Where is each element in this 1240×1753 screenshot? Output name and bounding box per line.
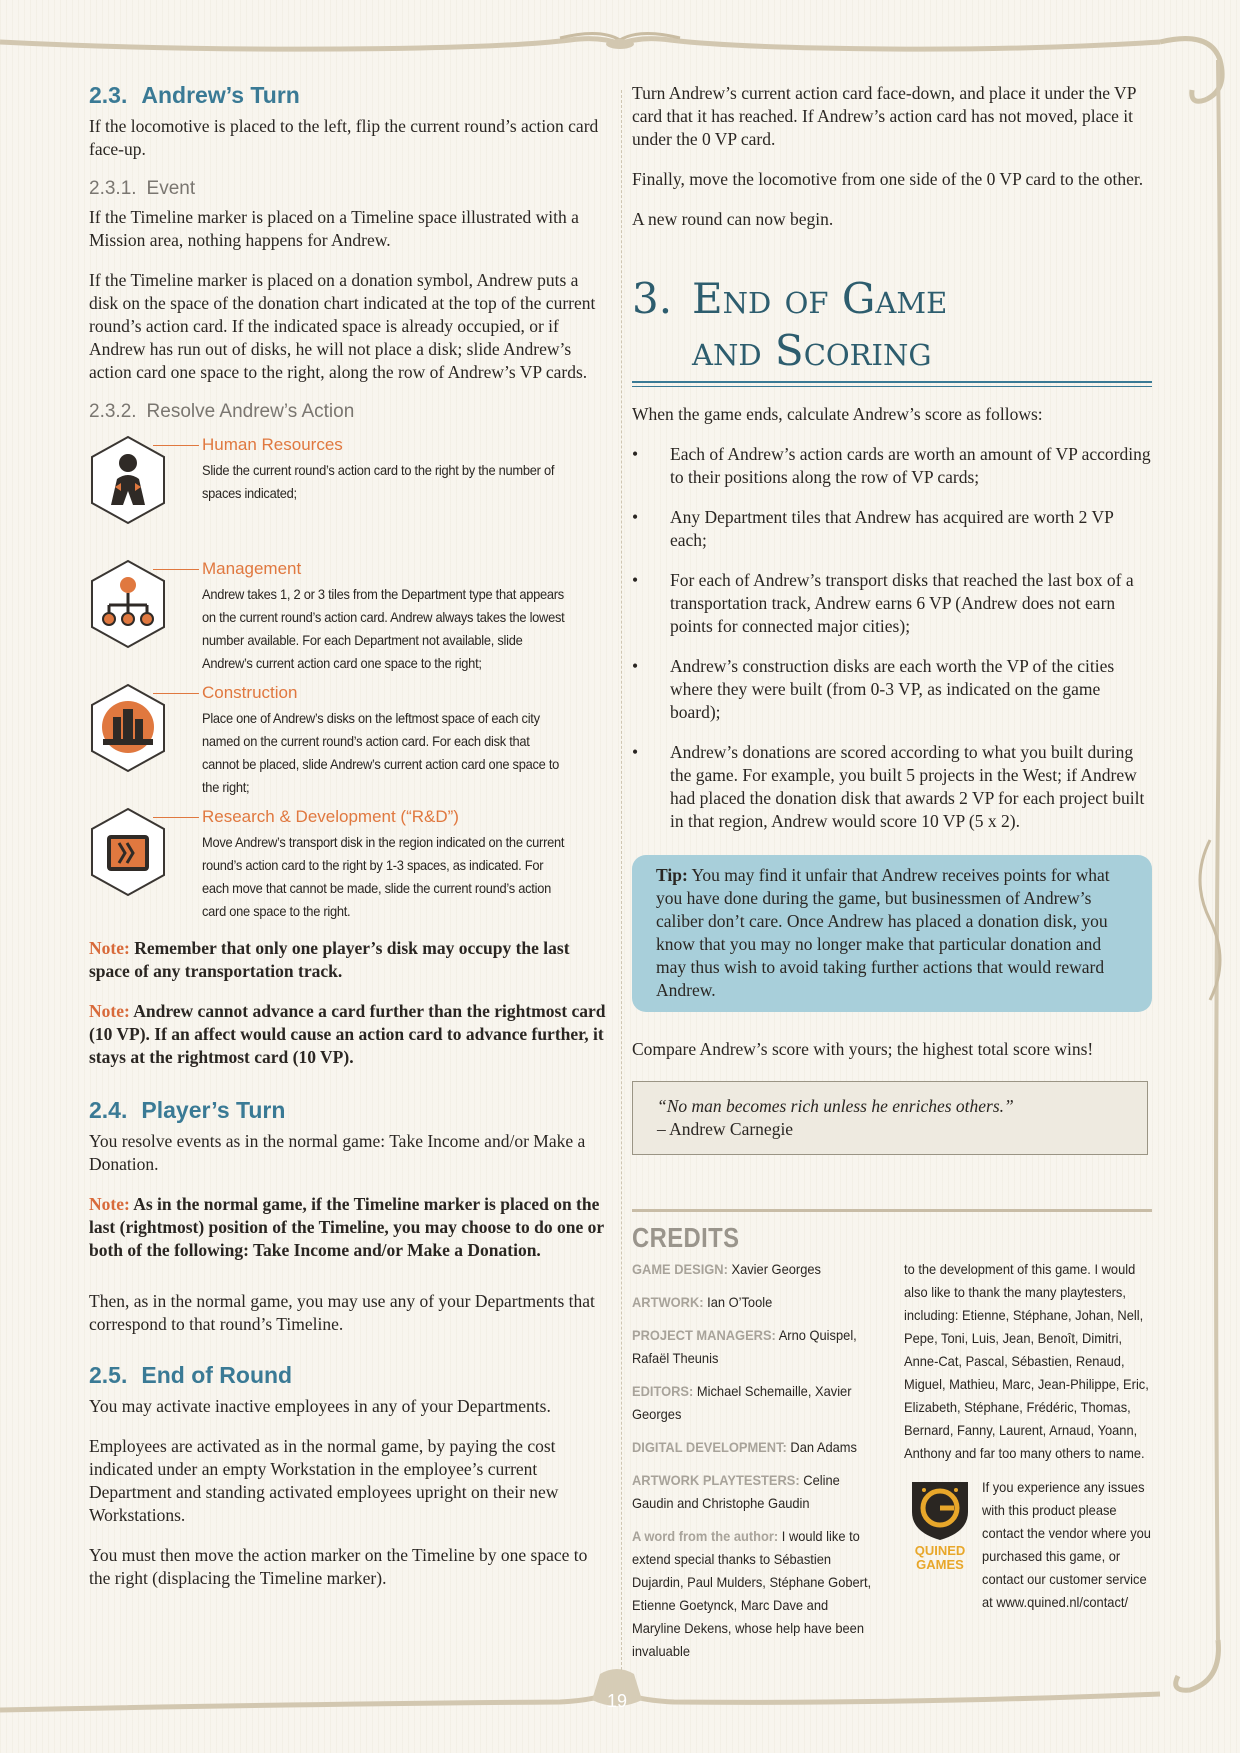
note-text: Remember that only one player’s disk may occupy the last space of any transportation track. <box>89 938 570 981</box>
human-resources-icon <box>89 435 167 525</box>
right-border-ornament <box>1150 0 1240 1753</box>
quote-text: “No man becomes rich unless he enriches others.” <box>657 1096 1014 1116</box>
credit-item <box>632 1380 876 1426</box>
leader-line <box>153 569 199 570</box>
credit-label: PROJECT MANAGERS: <box>632 1327 776 1343</box>
credit-label: A word from the author: <box>632 1528 779 1544</box>
paragraph: You may activate inactive employees in any of your Departments. <box>89 1396 551 1416</box>
subsection-title: Event <box>146 178 196 199</box>
action-research-development <box>89 807 611 937</box>
leader-line <box>153 693 199 694</box>
note-label: Note: <box>89 1001 130 1021</box>
leader-line <box>153 817 199 818</box>
leader-line <box>153 445 199 446</box>
action-title: Construction <box>202 683 298 702</box>
action-description: Andrew takes 1, 2 or 3 tiles from the Department type that appears on the current round’s action card. Andrew always takes the lowest number available. For each Department not available, slide Andrew’s current action card one space to the right; <box>202 586 565 671</box>
research-development-icon <box>89 807 167 897</box>
action-management <box>89 559 611 683</box>
logo-text-line: GAMES <box>916 1557 964 1572</box>
subsection-heading-2-3-2 <box>89 401 611 423</box>
subsection-heading-2-3-1 <box>89 178 611 200</box>
section-heading-2-3 <box>89 82 611 109</box>
list-item: • For each of Andrew’s transport disks that reached the last box of a transportation track, Andrew earns 6 VP (Andrew does not earn points for connected major cities); <box>632 569 1152 638</box>
credit-item <box>632 1525 876 1663</box>
action-construction <box>89 683 611 807</box>
contact-info: If you experience any issues with this product please contact the vendor where you purchased this game, or contact our customer service at www.quined.nl/contact/ <box>982 1479 1151 1610</box>
section-number: 2.5. <box>89 1362 128 1388</box>
section-number: 2.4. <box>89 1097 128 1123</box>
credit-item <box>632 1436 876 1459</box>
note <box>89 937 611 983</box>
action-description: Move Andrew’s transport disk in the region indicated on the current round’s action card to the right by 1-3 spaces, as indicated. For each move that cannot be made, slide the current round’s action card one space to the right. <box>202 834 565 919</box>
credit-value: Arno Quispel, Rafaël Theunis <box>632 1327 857 1366</box>
credits-left <box>632 1258 876 1673</box>
note-label: Note: <box>89 1194 130 1214</box>
management-icon <box>89 559 167 649</box>
note <box>89 1000 611 1069</box>
right-column <box>632 82 1152 1678</box>
action-description: Place one of Andrew’s disks on the leftmost space of each city named on the current round’s action card. For each disk that cannot be placed, slide Andrew’s current action card one space to the right; <box>202 710 560 795</box>
credits-continuation: to the development of this game. I would also like to thank the many playtesters, including: Etienne, Stéphane, Johan, Nell, Pepe, Toni, Luis, Jean, Benoît, Dimitri, Anne-Cat, Pascal, Sébastien, Renaud, Miguel, Mathieu, Marc, Jean-Philippe, Eric, Elizabeth, Stéphane, Frédéric, Thomas, Bernard, Fanny, Laurent, Arnaud, Yoann, Anthony and far too many others to name. <box>904 1261 1149 1461</box>
column-divider <box>621 90 622 1670</box>
note-text: As in the normal game, if the Timeline marker is placed on the last (rightmost) position of the Timeline, you may choose to do one or both of the following: Take Income and/or Make a Donation. <box>89 1194 604 1260</box>
action-description: Slide the current round’s action card to the right by the number of spaces indicated; <box>202 462 555 501</box>
chapter-title-rule <box>632 381 1152 387</box>
credit-item <box>632 1258 876 1281</box>
note-text: Andrew cannot advance a card further than the rightmost card (10 VP). If an affect would cause an action card to advance further, it stays at the rightmost card (10 VP). <box>89 1001 606 1067</box>
quote-box <box>632 1081 1148 1155</box>
credit-item <box>632 1291 876 1314</box>
credit-label: EDITORS: <box>632 1383 694 1399</box>
list-item: • Any Department tiles that Andrew has acquired are worth 2 VP each; <box>632 506 1152 552</box>
tip-text: You may find it unfair that Andrew receives points for what you have done during the game, but businessmen of Andrew’s caliber don’t care. Once Andrew has placed a donation disk, you know that you may no longer make that particular donation and may thus wish to avoid taking further actions that would reward Andrew. <box>656 865 1110 1000</box>
credits-body <box>632 1258 1152 1678</box>
paragraph: You resolve events as in the normal game: Take Income and/or Make a Donation. <box>89 1131 586 1174</box>
section-title: End of Round <box>141 1362 293 1388</box>
quined-shield-icon <box>904 1476 976 1542</box>
section-heading-2-5 <box>89 1362 611 1389</box>
credit-value: Xavier Georges <box>727 1261 821 1277</box>
credit-value: Michael Schemaille, Xavier Georges <box>632 1383 852 1422</box>
action-title: Management <box>202 559 302 578</box>
chapter-title-line-2: and Scoring <box>692 326 932 375</box>
left-column <box>89 82 611 1607</box>
subsection-number: 2.3.1. <box>89 178 137 199</box>
paragraph: Employees are activated as in the normal game, by paying the cost indicated under an empty Workstation in the employee’s current Department and standing activated employees upright on their new Workstations. <box>89 1436 559 1525</box>
tip-box <box>632 855 1152 1012</box>
chapter-title-line-1 <box>632 273 1152 325</box>
section-title: Andrew’s Turn <box>141 82 300 108</box>
subsection-number: 2.3.2. <box>89 401 137 422</box>
chapter-title <box>632 273 1152 377</box>
paragraph: You must then move the action marker on the Timeline by one space to the right (displacing the Timeline marker). <box>89 1545 588 1588</box>
list-item: • Andrew’s donations are scored according to what you built during the game. For example, you built 5 projects in the West; if Andrew had placed the donation disk that awards 2 VP for each project built in that region, Andrew would score 10 VP (5 x 2). <box>632 741 1152 833</box>
paragraph: When the game ends, calculate Andrew’s score as follows: <box>632 404 1043 424</box>
logo-text-line: QUINED <box>914 1543 966 1558</box>
credit-label: ARTWORK: <box>632 1294 704 1310</box>
note-label: Note: <box>89 938 130 958</box>
chapter-number: 3. <box>632 274 673 323</box>
action-human-resources <box>89 435 611 559</box>
credit-label: DIGITAL DEVELOPMENT: <box>632 1439 787 1455</box>
paragraph: Turn Andrew’s current action card face-down, and place it under the VP card that it has reached. If Andrew’s action card has not moved, place it under the 0 VP card. <box>632 83 1136 149</box>
credits-rule <box>632 1209 1152 1212</box>
paragraph: A new round can now begin. <box>632 209 834 229</box>
action-title: Research & Development (“R&D”) <box>202 807 459 826</box>
quined-games-logo <box>904 1476 976 1572</box>
paragraph: If the Timeline marker is placed on a donation symbol, Andrew puts a disk on the space of the donation chart indicated at the top of the current round’s action card. If the indicated space is already occupied, or if Andrew has run out of disks, he will not place a disk; slide Andrew’s action card one space to the right, along the row of Andrew’s VP cards. <box>89 270 596 382</box>
chapter-title-text: End of Game <box>692 274 948 323</box>
subsection-title: Resolve Andrew’s Action <box>146 401 355 422</box>
credit-label: ARTWORK PLAYTESTERS: <box>632 1472 800 1488</box>
quote-author: – Andrew Carnegie <box>657 1119 794 1139</box>
section-heading-2-4 <box>89 1097 611 1124</box>
top-border-ornament <box>0 0 1240 70</box>
scoring-list <box>632 443 1152 833</box>
tip-label: Tip: <box>656 865 688 885</box>
section-number: 2.3. <box>89 82 128 108</box>
construction-icon <box>89 683 167 773</box>
credit-value: Dan Adams <box>786 1439 857 1455</box>
credits-title: CREDITS <box>632 1222 740 1253</box>
credit-value: I would like to extend special thanks to Sébastien Dujardin, Paul Mulders, Stéphane Gobert, Etienne Goetynck, Marc Dave and Maryline Dekens, whose help have been invaluable <box>632 1528 872 1659</box>
credit-item <box>632 1469 876 1515</box>
paragraph: Compare Andrew’s score with yours; the highest total score wins! <box>632 1039 1094 1059</box>
paragraph: Then, as in the normal game, you may use any of your Departments that correspond to that round’s Timeline. <box>89 1291 595 1334</box>
action-title: Human Resources <box>202 435 343 454</box>
paragraph: Finally, move the locomotive from one side of the 0 VP card to the other. <box>632 169 1144 189</box>
list-item: • Andrew’s construction disks are each worth the VP of the cities where they were built (from 0-3 VP, as indicated on the game board); <box>632 655 1152 724</box>
credit-value: Celine Gaudin and Christophe Gaudin <box>632 1472 840 1511</box>
page-number: 19 <box>606 1691 628 1711</box>
list-item: • Each of Andrew’s action cards are worth an amount of VP according to their positions along the row of VP cards; <box>632 443 1152 489</box>
section-title: Player’s Turn <box>141 1097 286 1123</box>
paragraph: If the locomotive is placed to the left, flip the current round’s action card face-up. <box>89 116 599 159</box>
credit-item <box>632 1324 876 1370</box>
note <box>89 1193 611 1262</box>
logo-wordmark <box>904 1544 976 1572</box>
credit-value: Ian O’Toole <box>703 1294 773 1310</box>
paragraph: If the Timeline marker is placed on a Timeline space illustrated with a Mission area, nothing happens for Andrew. <box>89 207 579 250</box>
credit-label: GAME DESIGN: <box>632 1261 728 1277</box>
